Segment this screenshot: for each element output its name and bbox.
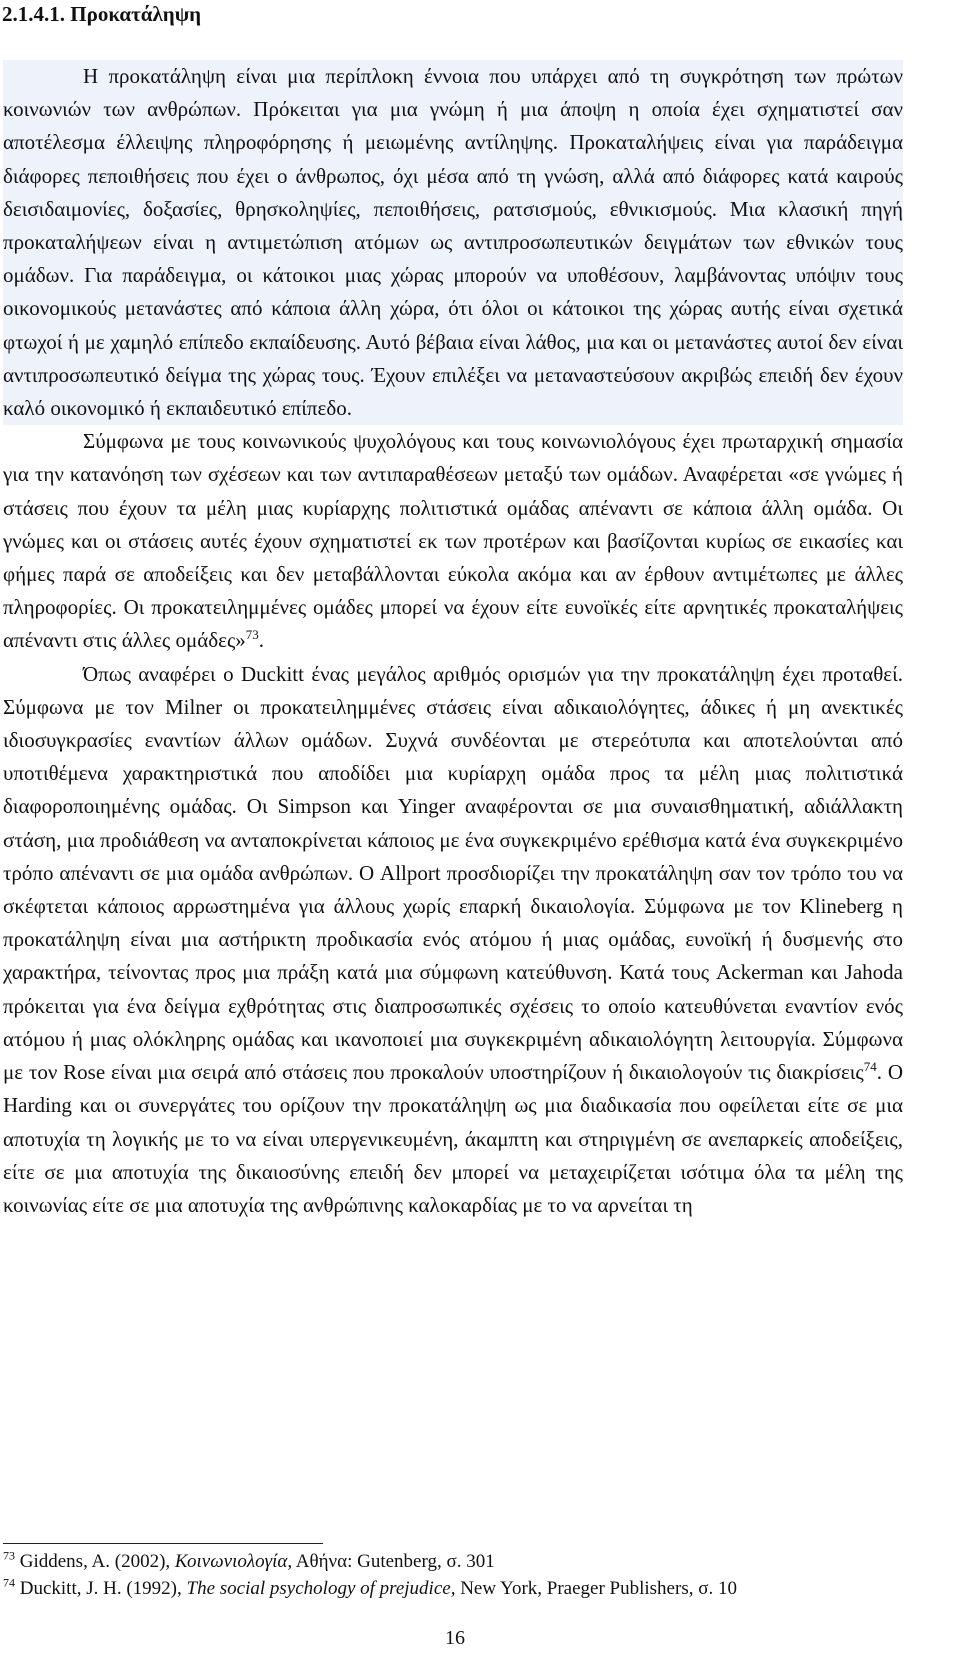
section-heading: 2.1.4.1. Προκατάληψη	[2, 2, 202, 26]
footnote-title: The social psychology of prejudice,	[186, 1578, 456, 1599]
footnotes	[3, 1548, 903, 1602]
footnote-number: 74	[3, 1575, 15, 1590]
footnote-separator	[3, 1543, 323, 1544]
footnote-73	[3, 1548, 903, 1575]
footnote-publisher: New York, Praeger Publishers, σ. 10	[455, 1578, 737, 1599]
body-text	[3, 60, 903, 1222]
paragraph-2-end: .	[258, 628, 265, 653]
paragraph-2-text: Σύμφωνα με τους κοινωνικούς ψυχολόγους και τους κοινωνιολόγους έχει πρωταρχική σημασία για την κατανόηση των σχέσεων και των αντιπαραθέσεων μεταξύ των ομάδων. Αναφέρεται «σε γνώμες ή στάσεις που έχουν τα μέλη μιας κυρίαρχης πολιτιστικά ομάδας απέναντι σε κάποια άλλη ομάδα. Οι γνώμες και οι στάσεις αυτές έχουν σχηματιστεί εκ των προτέρων και βασίζονται κυρίως σε εικασίες και φήμες παρά σε αποδείξεις και δεν μεταβάλλονται εύκολα ακόμα και αν έρθουν αντιμέτωπες με άλλες πληροφορίες. Οι προκατειλημμένες ομάδες μπορεί να έχουν είτε ευνοϊκές είτε αρνητικές προκαταλήψεις απέναντι στις άλλες ομάδες»	[3, 429, 903, 653]
footnote-ref-73[interactable]: 73	[245, 627, 259, 643]
paragraph-3	[3, 658, 903, 1222]
paragraph-3-continuation: . Ο Harding και οι συνεργάτες του ορίζουν την προκατάληψη ως μια διαδικασία που οφείλεται είτε σε μια αποτυχία τη λογικής με το να είναι υπεργενικευμένη, άκαμπτη και στηριγμένη σε ανεπαρκείς αποδείξεις, είτε σε μια αποτυχία της δικαιοσύνης επειδή δεν μπορεί να μεταχειρίζεται ισότιμα όλα τα μέλη της κοινωνίας είτε σε μια αποτυχία της ανθρώπινης καλοκαρδίας με το να αρνείται τη	[3, 1060, 903, 1217]
footnote-title: Κοινωνιολογία,	[174, 1551, 293, 1572]
footnote-text: Giddens, A. (2002),	[19, 1551, 175, 1572]
footnote-number: 73	[3, 1548, 15, 1563]
footnote-ref-74[interactable]: 74	[863, 1059, 877, 1075]
paragraph-2	[3, 425, 903, 657]
paragraph-1-text: Η προκατάληψη είναι μια περίπλοκη έννοια που υπάρχει από τη συγκρότηση των πρώτων κοινωνιών των ανθρώπων. Πρόκειται για μια γνώμη ή μια άποψη η οποία έχει σχηματιστεί σαν αποτέλεσμα έλλειψης πληροφόρησης ή μειωμένης αντίληψης. Προκαταλήψεις είναι για παράδειγμα διάφορες πεποιθήσεις που έχει ο άνθρωπος, όχι μέσα από τη γνώση, αλλά από διάφορες κατά καιρούς δεισιδαιμονίες, δοξασίες, θρησκοληψίες, πεποιθήσεις, ρατσισμούς, εθνικισμούς. Μια κλασική πηγή προκαταλήψεων είναι η αντιμετώπιση ατόμων ως αντιπροσωπευτικών δειγμάτων των εθνικών τους ομάδων. Για παράδειγμα, οι κάτοικοι μιας χώρας μπορούν να υποθέσουν, λαμβάνοντας υπόψιν τους οικονομικούς μετανάστες από κάποια άλλη χώρα, ότι όλοι οι κάτοικοι της χώρας αυτής είναι σχετικά φτωχοί ή με χαμηλό επίπεδο εκπαίδευσης. Αυτό βέβαια είναι λάθος, μια και οι μετανάστες αυτοί δεν είναι αντιπροσωπευτικό δείγμα της χώρας τους. Έχουν επιλέξει να μεταναστεύσουν ακριβώς επειδή δεν έχουν καλό οικονομικό ή εκπαιδευτικό επίπεδο.	[3, 64, 903, 421]
footnote-74	[3, 1575, 903, 1602]
paragraph-3-text: Όπως αναφέρει ο Duckitt ένας μεγάλος αριθμός ορισμών για την προκατάληψη έχει προταθεί. Σύμφωνα με τον Milner οι προκατειλημμένες στάσεις είναι αδικαιολόγητες, άδικες ή μη ανεκτικές ιδιοσυγκρασίες εναντίων άλλων ομάδων. Συχνά συνδέονται με στερεότυπα και αποτελούνται από υποτιθέμενα χαρακτηριστικά που αποδίδει μια κυρίαρχη ομάδα προς τα μέλη μιας πολιτιστικά διαφοροποιημένης ομάδας. Οι Simpson και Yinger αναφέρονται σε μια συναισθηματική, αδιάλλακτη στάση, μια προδιάθεση να ανταποκρίνεται κάποιος με ένα συγκεκριμένο ερέθισμα κατά ένα συγκεκριμένο τρόπο απέναντι σε μια ομάδα ανθρώπων. Ο Allport προσδιορίζει την προκατάληψη σαν τον τρόπο του να σκέφτεται κάποιος αρρωστημένα για άλλους χωρίς επαρκή δικαιολογία. Σύμφωνα με τον Klineberg η προκατάληψη είναι μια αστήρικτη προδικασία ενός ατόμου ή μιας ομάδας, ευνοϊκή ή δυσμενής στο χαρακτήρα, τείνοντας προς μια πράξη κατά μια σύμφωνη κατεύθυνση. Κατά τους Ackerman και Jahoda πρόκειται για ένα δείγμα εχθρότητας στις διαπροσωπικές σχέσεις το οποίο κατευθύνεται εναντίον ενός ατόμου ή μιας ολόκληρης ομάδας και ικανοποιεί μια συγκεκριμένη αδικαιολόγητη λειτουργία. Σύμφωνα με τον Rose είναι μια σειρά από στάσεις που προκαλούν υποστηρίζουν ή δικαιολογούν τις διακρίσεις	[3, 661, 903, 1085]
page-number: 16	[445, 1627, 465, 1649]
footnote-publisher: Αθήνα: Gutenberg, σ. 301	[292, 1551, 495, 1572]
footnote-text: Duckitt, J. H. (1992),	[19, 1578, 187, 1599]
paragraph-1	[3, 60, 903, 425]
